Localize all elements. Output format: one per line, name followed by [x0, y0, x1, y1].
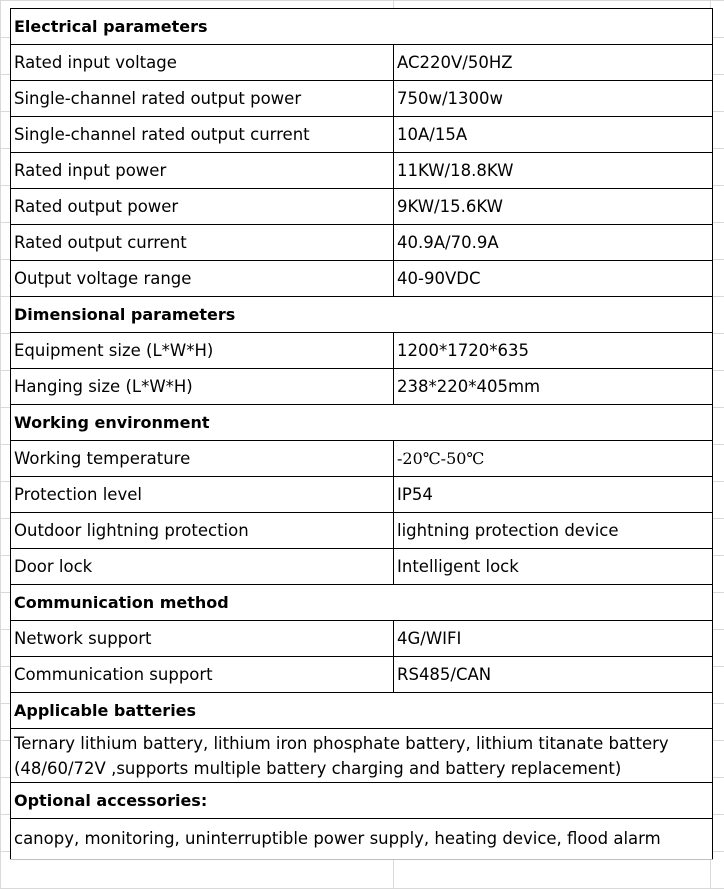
section-title-communication[interactable]: Communication method [11, 585, 713, 621]
table-row [11, 45, 713, 81]
section-header-row [11, 405, 713, 441]
param-label[interactable]: Rated output current [11, 225, 394, 261]
param-value[interactable]: Intelligent lock [394, 549, 713, 585]
section-title-dimensional[interactable]: Dimensional parameters [11, 297, 713, 333]
table-row [11, 189, 713, 225]
param-label[interactable]: Communication support [11, 657, 394, 693]
param-label[interactable]: Hanging size (L*W*H) [11, 369, 394, 405]
param-label[interactable]: Single-channel rated output current [11, 117, 394, 153]
param-value[interactable]: 11KW/18.8KW [394, 153, 713, 189]
param-value[interactable]: -20℃-50℃ [394, 441, 713, 477]
param-value[interactable]: IP54 [394, 477, 713, 513]
table-row [11, 513, 713, 549]
table-row [11, 117, 713, 153]
section-header-row [11, 9, 713, 45]
table-row [11, 621, 713, 657]
table-row [11, 477, 713, 513]
param-label[interactable]: Door lock [11, 549, 394, 585]
table-row [11, 225, 713, 261]
accessories-text[interactable]: canopy, monitoring, uninterruptible power supply, heating device, flood alarm [11, 819, 713, 860]
table-row [11, 333, 713, 369]
section-title-accessories[interactable]: Optional accessories: [11, 783, 713, 819]
param-value[interactable]: AC220V/50HZ [394, 45, 713, 81]
param-label[interactable]: Working temperature [11, 441, 394, 477]
param-label[interactable]: Equipment size (L*W*H) [11, 333, 394, 369]
table-row [11, 441, 713, 477]
param-label[interactable]: Single-channel rated output power [11, 81, 394, 117]
table-row [11, 549, 713, 585]
spec-table [10, 8, 713, 860]
section-header-row [11, 783, 713, 819]
param-value[interactable]: 9KW/15.6KW [394, 189, 713, 225]
param-label[interactable]: Output voltage range [11, 261, 394, 297]
table-row [11, 261, 713, 297]
param-value[interactable]: RS485/CAN [394, 657, 713, 693]
table-row [11, 729, 713, 783]
param-value[interactable]: 40-90VDC [394, 261, 713, 297]
param-value[interactable]: 4G/WIFI [394, 621, 713, 657]
section-title-environment[interactable]: Working environment [11, 405, 713, 441]
param-value[interactable]: 10A/15A [394, 117, 713, 153]
param-label[interactable]: Outdoor lightning protection [11, 513, 394, 549]
batteries-text[interactable]: Ternary lithium battery, lithium iron phosphate battery, lithium titanate battery (48/60/72V ,supports multiple battery charging and battery replacement) [11, 729, 713, 783]
table-row [11, 657, 713, 693]
table-row [11, 153, 713, 189]
table-row [11, 81, 713, 117]
param-value[interactable]: lightning protection device [394, 513, 713, 549]
param-value[interactable]: 238*220*405mm [394, 369, 713, 405]
param-value[interactable]: 40.9A/70.9A [394, 225, 713, 261]
section-header-row [11, 297, 713, 333]
param-value[interactable]: 1200*1720*635 [394, 333, 713, 369]
section-title-batteries[interactable]: Applicable batteries [11, 693, 713, 729]
section-title-electrical[interactable]: Electrical parameters [11, 9, 713, 45]
param-label[interactable]: Rated input power [11, 153, 394, 189]
param-label[interactable]: Rated input voltage [11, 45, 394, 81]
param-label[interactable]: Protection level [11, 477, 394, 513]
table-row [11, 369, 713, 405]
section-header-row [11, 585, 713, 621]
param-label[interactable]: Network support [11, 621, 394, 657]
param-label[interactable]: Rated output power [11, 189, 394, 225]
section-header-row [11, 693, 713, 729]
param-value[interactable]: 750w/1300w [394, 81, 713, 117]
table-row [11, 819, 713, 860]
